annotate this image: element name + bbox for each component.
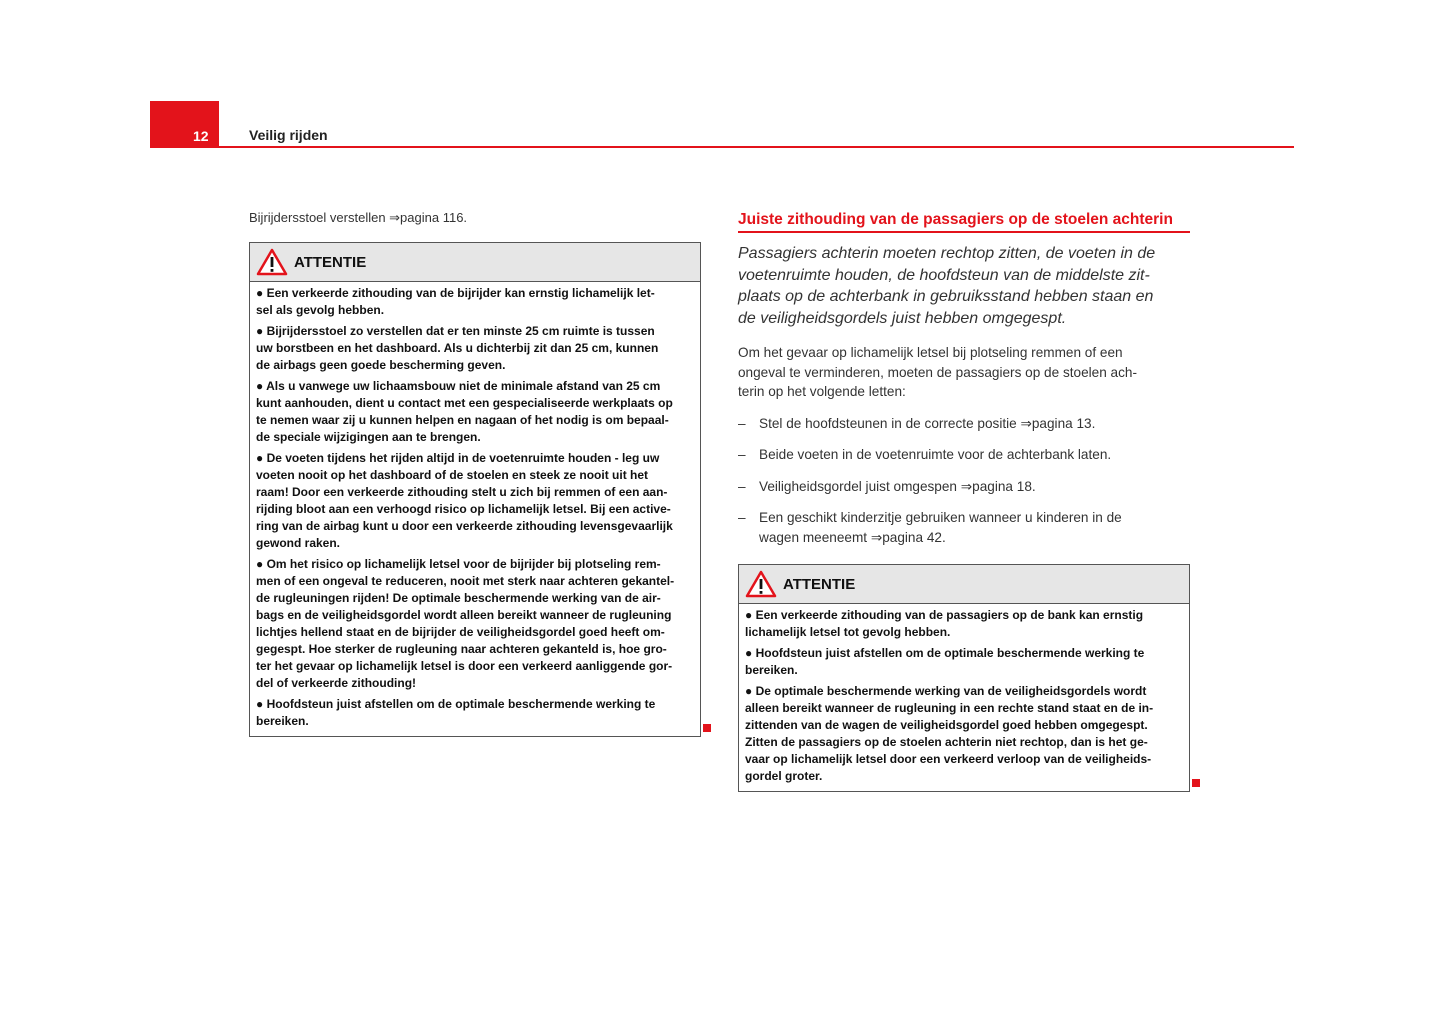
right-column — [738, 211, 1198, 792]
warning-title: ATTENTIE — [294, 253, 367, 271]
warning-item: ● Een verkeerde zithouding van de bijrijder kan ernstig lichamelijk let- sel als gevolg hebben. — [256, 286, 655, 317]
list-item: – Beide voeten in de voetenruimte voor de achterbank laten. — [738, 445, 1198, 465]
page-reference: Bijrijdersstoel verstellen ⇒pagina 116. — [249, 210, 468, 225]
warning-title: ATTENTIE — [783, 575, 856, 593]
warning-item: ● Hoofdsteun juist afstellen om de optimale beschermende werking te bereiken. — [256, 697, 656, 728]
warning-item: ● Als u vanwege uw lichaamsbouw niet de minimale afstand van 25 cm kunt aanhouden, dient u contact met een gespecialiseerde werkplaats op te nemen waar zij u kunnen helpen en nagaan of het nodig is om bepaal- de speciale wijzigingen aan te brengen. — [256, 379, 673, 444]
dash-bullet: – — [738, 447, 746, 462]
header-rule — [150, 146, 1294, 148]
end-marker — [1192, 779, 1200, 787]
warning-header — [739, 565, 1189, 604]
warning-item: ● Hoofdsteun juist afstellen om de optimale beschermende werking te bereiken. — [745, 646, 1145, 677]
body-paragraph: Om het gevaar op lichamelijk letsel bij plotseling remmen of een ongeval te verminderen, moeten de passagiers op de stoelen ach- terin op het volgende letten: — [738, 345, 1137, 399]
warning-header — [250, 243, 700, 282]
warning-triangle-icon — [745, 570, 777, 598]
page-number: 12 — [193, 128, 209, 144]
warning-item: ● Om het risico op lichamelijk letsel voor de bijrijder bij plotseling rem- men of een ongeval te reduceren, nooit met sterk naar achteren gekantel- de rugleuningen rijden! De optimale beschermende werking van de air- bags en de veiligheidsgordel wordt alleen bereikt wanneer de rugleuning lichtjes hellend staat en de bijrijder de veiligheidsgordel goed heeft om- gegespt. Hoe sterker de rugleuning naar achteren gekanteld is, hoe gro- ter het gevaar op lichamelijk letsel is door een verkeerd aanliggende gor- del of verkeerde zithouding! — [256, 557, 675, 690]
list-item: – Een geschikt kinderzitje gebruiken wanneer u kinderen in de wagen meeneemt ⇒pagina 42. — [738, 508, 1198, 547]
intro-text: Passagiers achterin moeten rechtop zitten, de voeten in de voetenruimte houden, de hoofdsteun van de middelste zit- plaats op de achterbank in gebruiksstand hebben staan en de veiligheidsgordels juist hebben omgegespt. — [738, 245, 1156, 327]
list-item: – Stel de hoofdsteunen in de correcte positie ⇒pagina 13. — [738, 414, 1198, 434]
warning-triangle-icon — [256, 248, 288, 276]
warning-box-left — [249, 242, 701, 737]
section-heading: Juiste zithouding van de passagiers op de stoelen achterin — [738, 211, 1190, 233]
warning-item: ● De voeten tijdens het rijden altijd in de voetenruimte houden - leg uw voeten nooit op het dashboard of de stoelen en steek ze nooit uit het raam! Door een verkeerde zithouding stelt u zich bij remmen of een aan- rijding bloot aan een verhoogd risico op lichamelijk letsel. Bij een active- ring van de airbag kunt u door een verkeerde zithouding levensgevaarlijk gewond raken. — [256, 451, 673, 550]
list-item: – Veiligheidsgordel juist omgespen ⇒pagina 18. — [738, 477, 1198, 497]
warning-item: ● Een verkeerde zithouding van de passagiers op de bank kan ernstig lichamelijk letsel tot gevolg hebben. — [745, 608, 1144, 639]
warning-box-right — [738, 564, 1190, 792]
warning-item: ● Bijrijdersstoel zo verstellen dat er ten minste 25 cm ruimte is tussen uw borstbeen en het dashboard. Als u dichterbij zit dan 25 cm, kunnen de airbags geen goede bescherming geven. — [256, 324, 659, 372]
warning-item: ● De optimale beschermende werking van de veiligheidsgordels wordt alleen bereikt wanneer de rugleuning in een rechte stand staat en de in- zittenden van de wagen de veiligheidsgordel goed hebben omgegespt. Zitten de passagiers op de stoelen achterin niet rechtop, dan is het ge- vaar op lichamelijk letsel door een verkeerd verloop van de veiligheids- gordel groter. — [745, 684, 1154, 783]
dash-bullet: – — [738, 510, 746, 525]
section-title: Veilig rijden — [249, 127, 328, 143]
left-column — [249, 242, 701, 737]
end-marker — [703, 724, 711, 732]
dash-bullet: – — [738, 478, 746, 494]
dash-bullet: – — [738, 415, 746, 431]
